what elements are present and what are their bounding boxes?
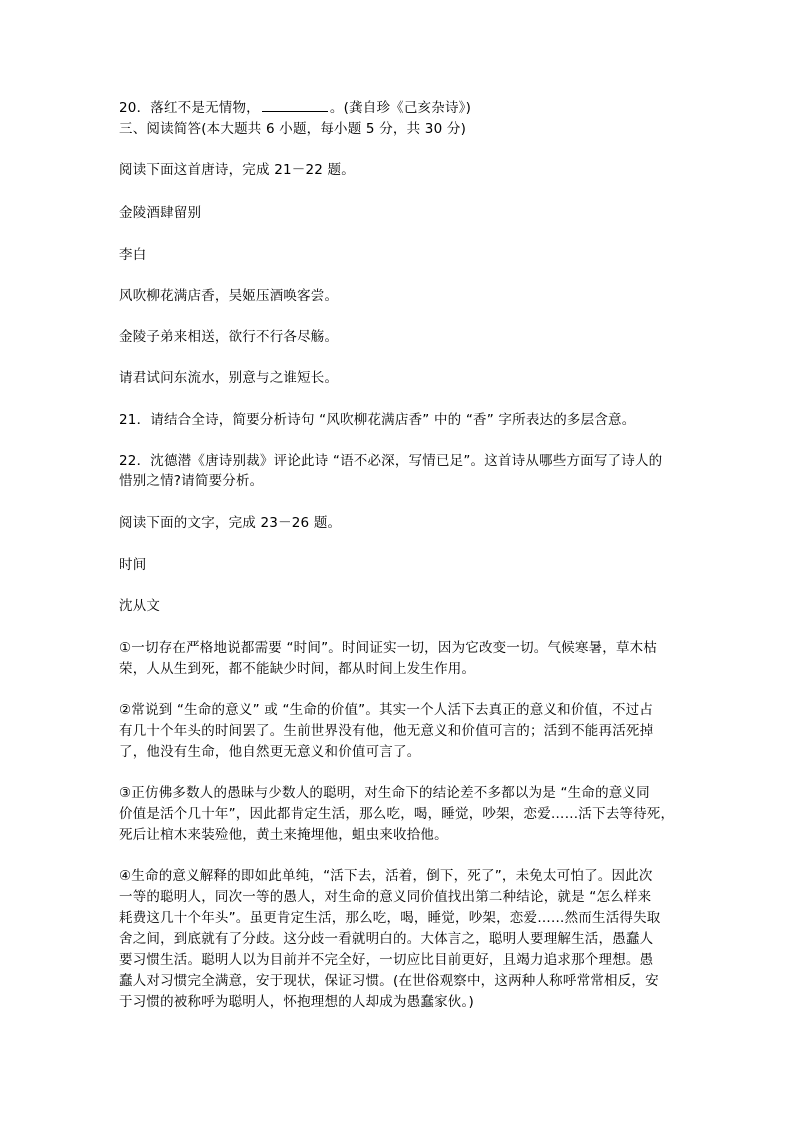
q20-prefix: 20．落红不是无情物， xyxy=(119,100,260,116)
poem-title: 金陵酒肆留别 xyxy=(119,205,202,221)
paragraph-2-line: 了，他没有生命，他自然更无意义和价值可言了。 xyxy=(119,744,421,760)
question-22-line: 22．沈德潜《唐诗别裁》评论此诗 “语不必深，写情已足”。这首诗从哪些方面写了诗人的 xyxy=(119,453,663,469)
paragraph-4-line: 要习惯生活。聪明人以为目前并不完全好，一切应比目前更好，且竭力追求那个理想。愚 xyxy=(119,952,654,968)
prose-title: 时间 xyxy=(119,557,147,573)
question-21: 21．请结合全诗，简要分析诗句 “风吹柳花满店香” 中的 “香” 字所表达的多层含意。 xyxy=(119,412,636,428)
paragraph-4-line: 于习惯的被称呼为聪明人，怀抱理想的人却成为愚蠢家伙。) xyxy=(119,994,474,1010)
paragraph-1-line: 荣，人从生到死，都不能缺少时间，都从时间上发生作用。 xyxy=(119,661,476,677)
paragraph-3-line: 价值是活个几十年”，因此都肯定生活，那么吃，喝，睡觉，吵架，恋爱……活下去等待死， xyxy=(119,806,675,822)
poem-line: 请君试问东流水，别意与之谁短长。 xyxy=(119,370,339,386)
paragraph-4-line: ④生命的意义解释的即如此单纯，“活下去，活着，倒下，死了”，未免太可怕了。因此次 xyxy=(119,868,653,884)
question-20 xyxy=(119,99,471,116)
section-3-header: 三、阅读简答(本大题共 6 小题，每小题 5 分，共 30 分) xyxy=(119,121,467,137)
paragraph-1-line: ①一切存在严格地说都需要 “时间”。时间证实一切，因为它改变一切。气候寒暑，草木枯 xyxy=(119,640,658,656)
paragraph-4-line: 舍之间，到底就有了分歧。这分歧一看就明白的。大体言之，聪明人要理解生活，愚蠢人 xyxy=(119,931,654,947)
prose-intro: 阅读下面的文字，完成 23－26 题。 xyxy=(119,515,342,531)
paragraph-2-line: ②常说到 “生命的意义” 或 “生命的价值”。其实一个人活下去真正的意义和价值，不过占 xyxy=(119,702,654,718)
paragraph-4-line: 蠢人对习惯完全满意，安于现状，保证习惯。(在世俗观察中，这两种人称呼常常相反，安 xyxy=(119,973,659,989)
poem-author: 李白 xyxy=(119,247,147,263)
paragraph-2-line: 有几十个年头的时间罢了。生前世界没有他，他无意义和价值可言的；活到不能再活死掉 xyxy=(119,723,654,739)
paragraph-3-line: 死后让棺木来装殓他，黄土来掩埋他，蛆虫来收拾他。 xyxy=(119,827,448,843)
paragraph-4-line: 耗费这几十个年头”。虽更肯定生活，那么吃，喝，睡觉，吵架，恋爱……然而生活得失取 xyxy=(119,910,661,926)
poem-line: 金陵子弟来相送，欲行不行各尽觞。 xyxy=(119,329,339,345)
paragraph-3-line: ③正仿佛多数人的愚昧与少数人的聪明，对生命下的结论差不多都以为是 “生命的意义同 xyxy=(119,785,650,801)
paragraph-4-line: 一等的聪明人，同次一等的愚人，对生命的意义同价值找出第二种结论，就是 “怎么样来 xyxy=(119,889,652,905)
q20-suffix: 。(龚自珍《己亥杂诗》) xyxy=(329,100,472,116)
answer-blank[interactable] xyxy=(262,99,328,112)
prose-author: 沈从文 xyxy=(119,598,161,614)
poem-intro: 阅读下面这首唐诗，完成 21－22 题。 xyxy=(119,162,355,178)
question-22-line: 惜别之情?请简要分析。 xyxy=(119,473,264,489)
poem-line: 风吹柳花满店香，吴姬压酒唤客尝。 xyxy=(119,288,339,304)
